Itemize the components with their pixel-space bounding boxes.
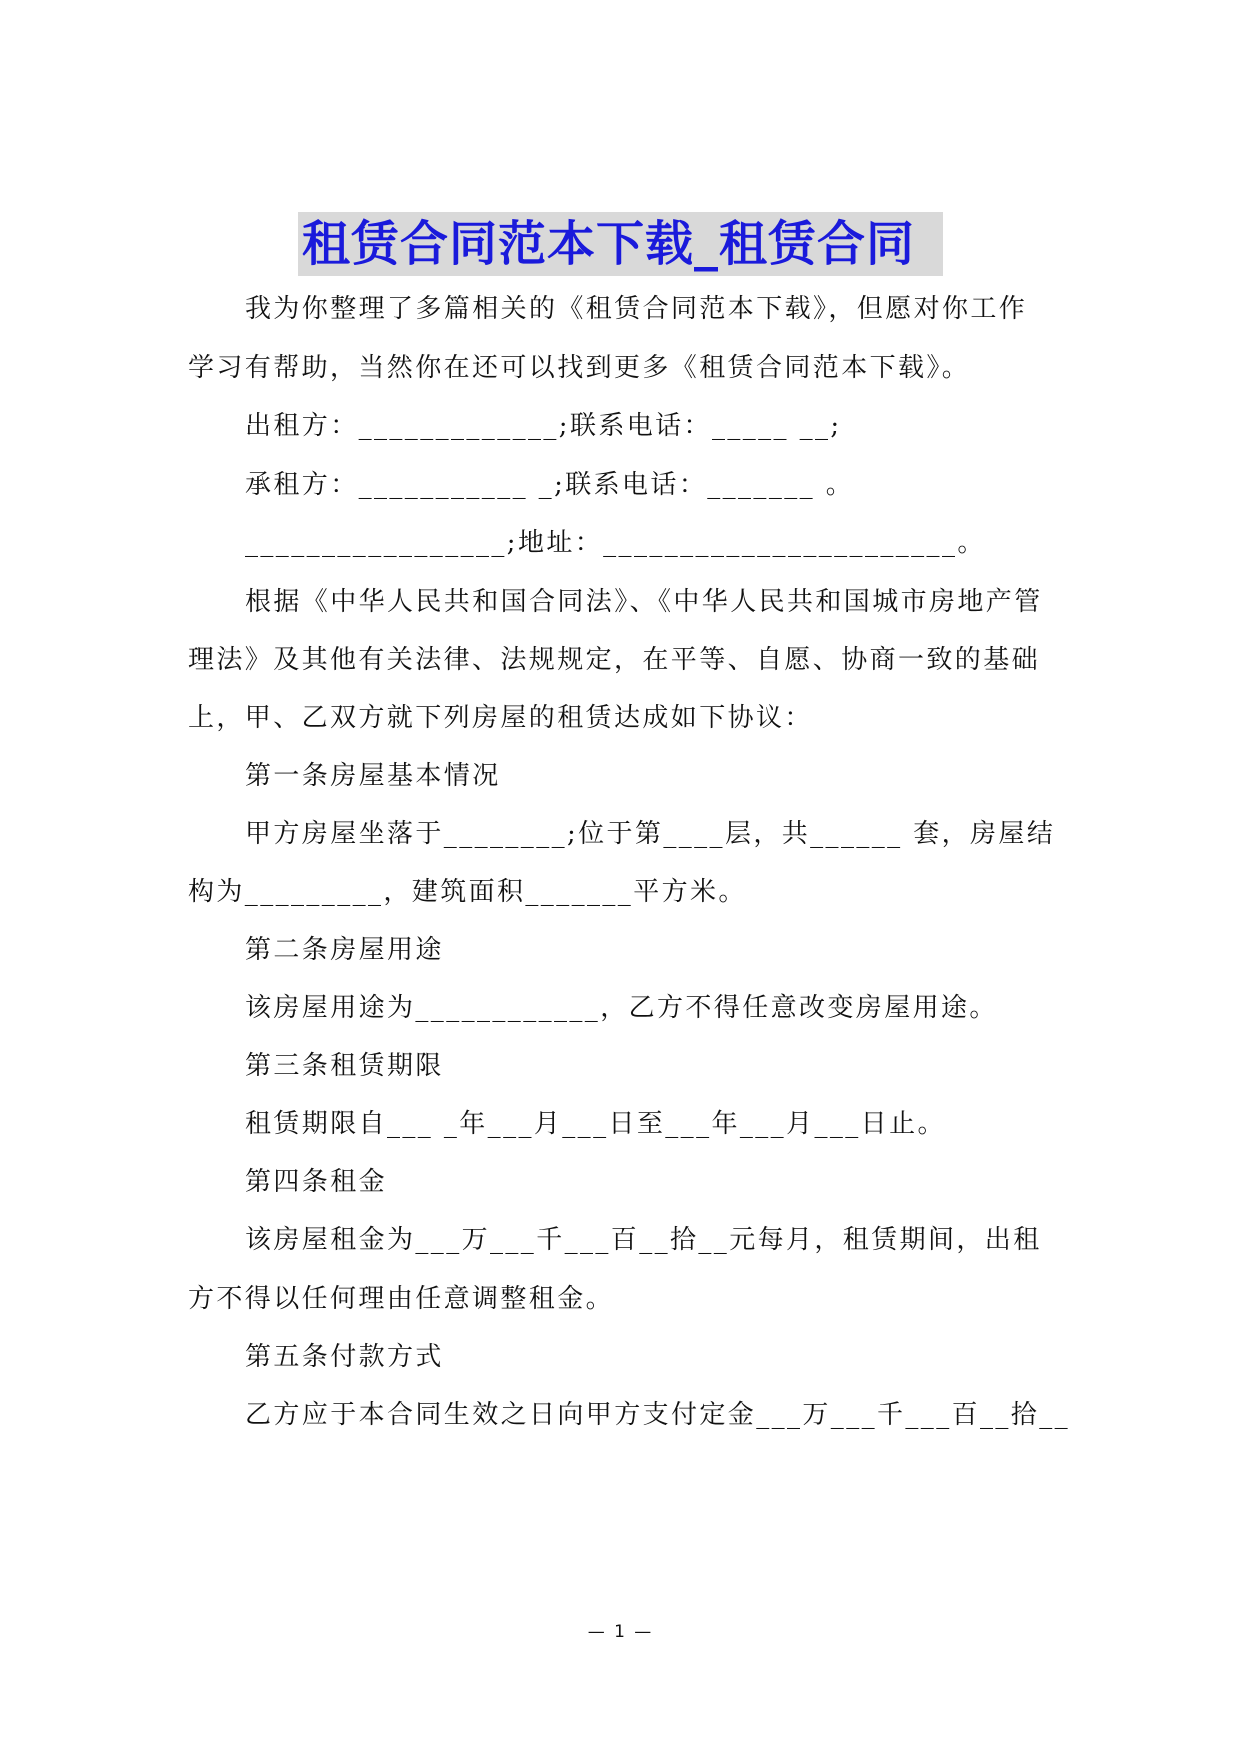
paragraph-line: 构为_________，建筑面积_______平方米。 (188, 877, 747, 907)
paragraph-line: 该房屋租金为___万___千___百__拾__元每月，租赁期间，出租 (245, 1225, 1042, 1255)
paragraph-line: 该房屋用途为____________，乙方不得任意改变房屋用途。 (245, 993, 998, 1023)
paragraph-line: 我为你整理了多篇相关的《租赁合同范本下载》，但愿对你工作 (245, 294, 1028, 324)
paragraph-line: 根据《中华人民共和国合同法》、《中华人民共和国城市房地产管 (245, 587, 1043, 617)
address-line: _________________;地址：_______________________。 (245, 528, 986, 558)
paragraph-line: 方不得以任何理由任意调整租金。 (188, 1284, 615, 1314)
paragraph-line: 租赁期限自___ _年___月___日至___年___月___日止。 (245, 1109, 946, 1139)
section-heading: 第五条付款方式 (245, 1342, 444, 1372)
paragraph-line: 上，甲、乙双方就下列房屋的租赁达成如下协议： (188, 703, 813, 733)
landlord-line: 出租方：_____________;联系电话：_____ __; (245, 411, 842, 441)
paragraph-line: 理法》及其他有关法律、法规规定，在平等、自愿、协商一致的基础 (188, 645, 1041, 675)
paragraph-line: 乙方应于本合同生效之日向甲方支付定金___万___千___百__拾__ (245, 1400, 1071, 1430)
section-heading: 第二条房屋用途 (245, 935, 444, 965)
page-number: — 1 — (587, 1622, 654, 1642)
section-heading: 第一条房屋基本情况 (245, 761, 501, 791)
tenant-line: 承租方：___________ _;联系电话：_______ 。 (245, 470, 855, 500)
title-container (0, 212, 1241, 276)
document-title: 租赁合同范本下载_租赁合同 (298, 212, 943, 276)
paragraph-line: 甲方房屋坐落于________;位于第____层，共______ 套，房屋结 (245, 819, 1056, 849)
section-heading: 第四条租金 (245, 1167, 388, 1197)
section-heading: 第三条租赁期限 (245, 1051, 444, 1081)
paragraph-line: 学习有帮助，当然你在还可以找到更多《租赁合同范本下载》。 (188, 353, 971, 383)
